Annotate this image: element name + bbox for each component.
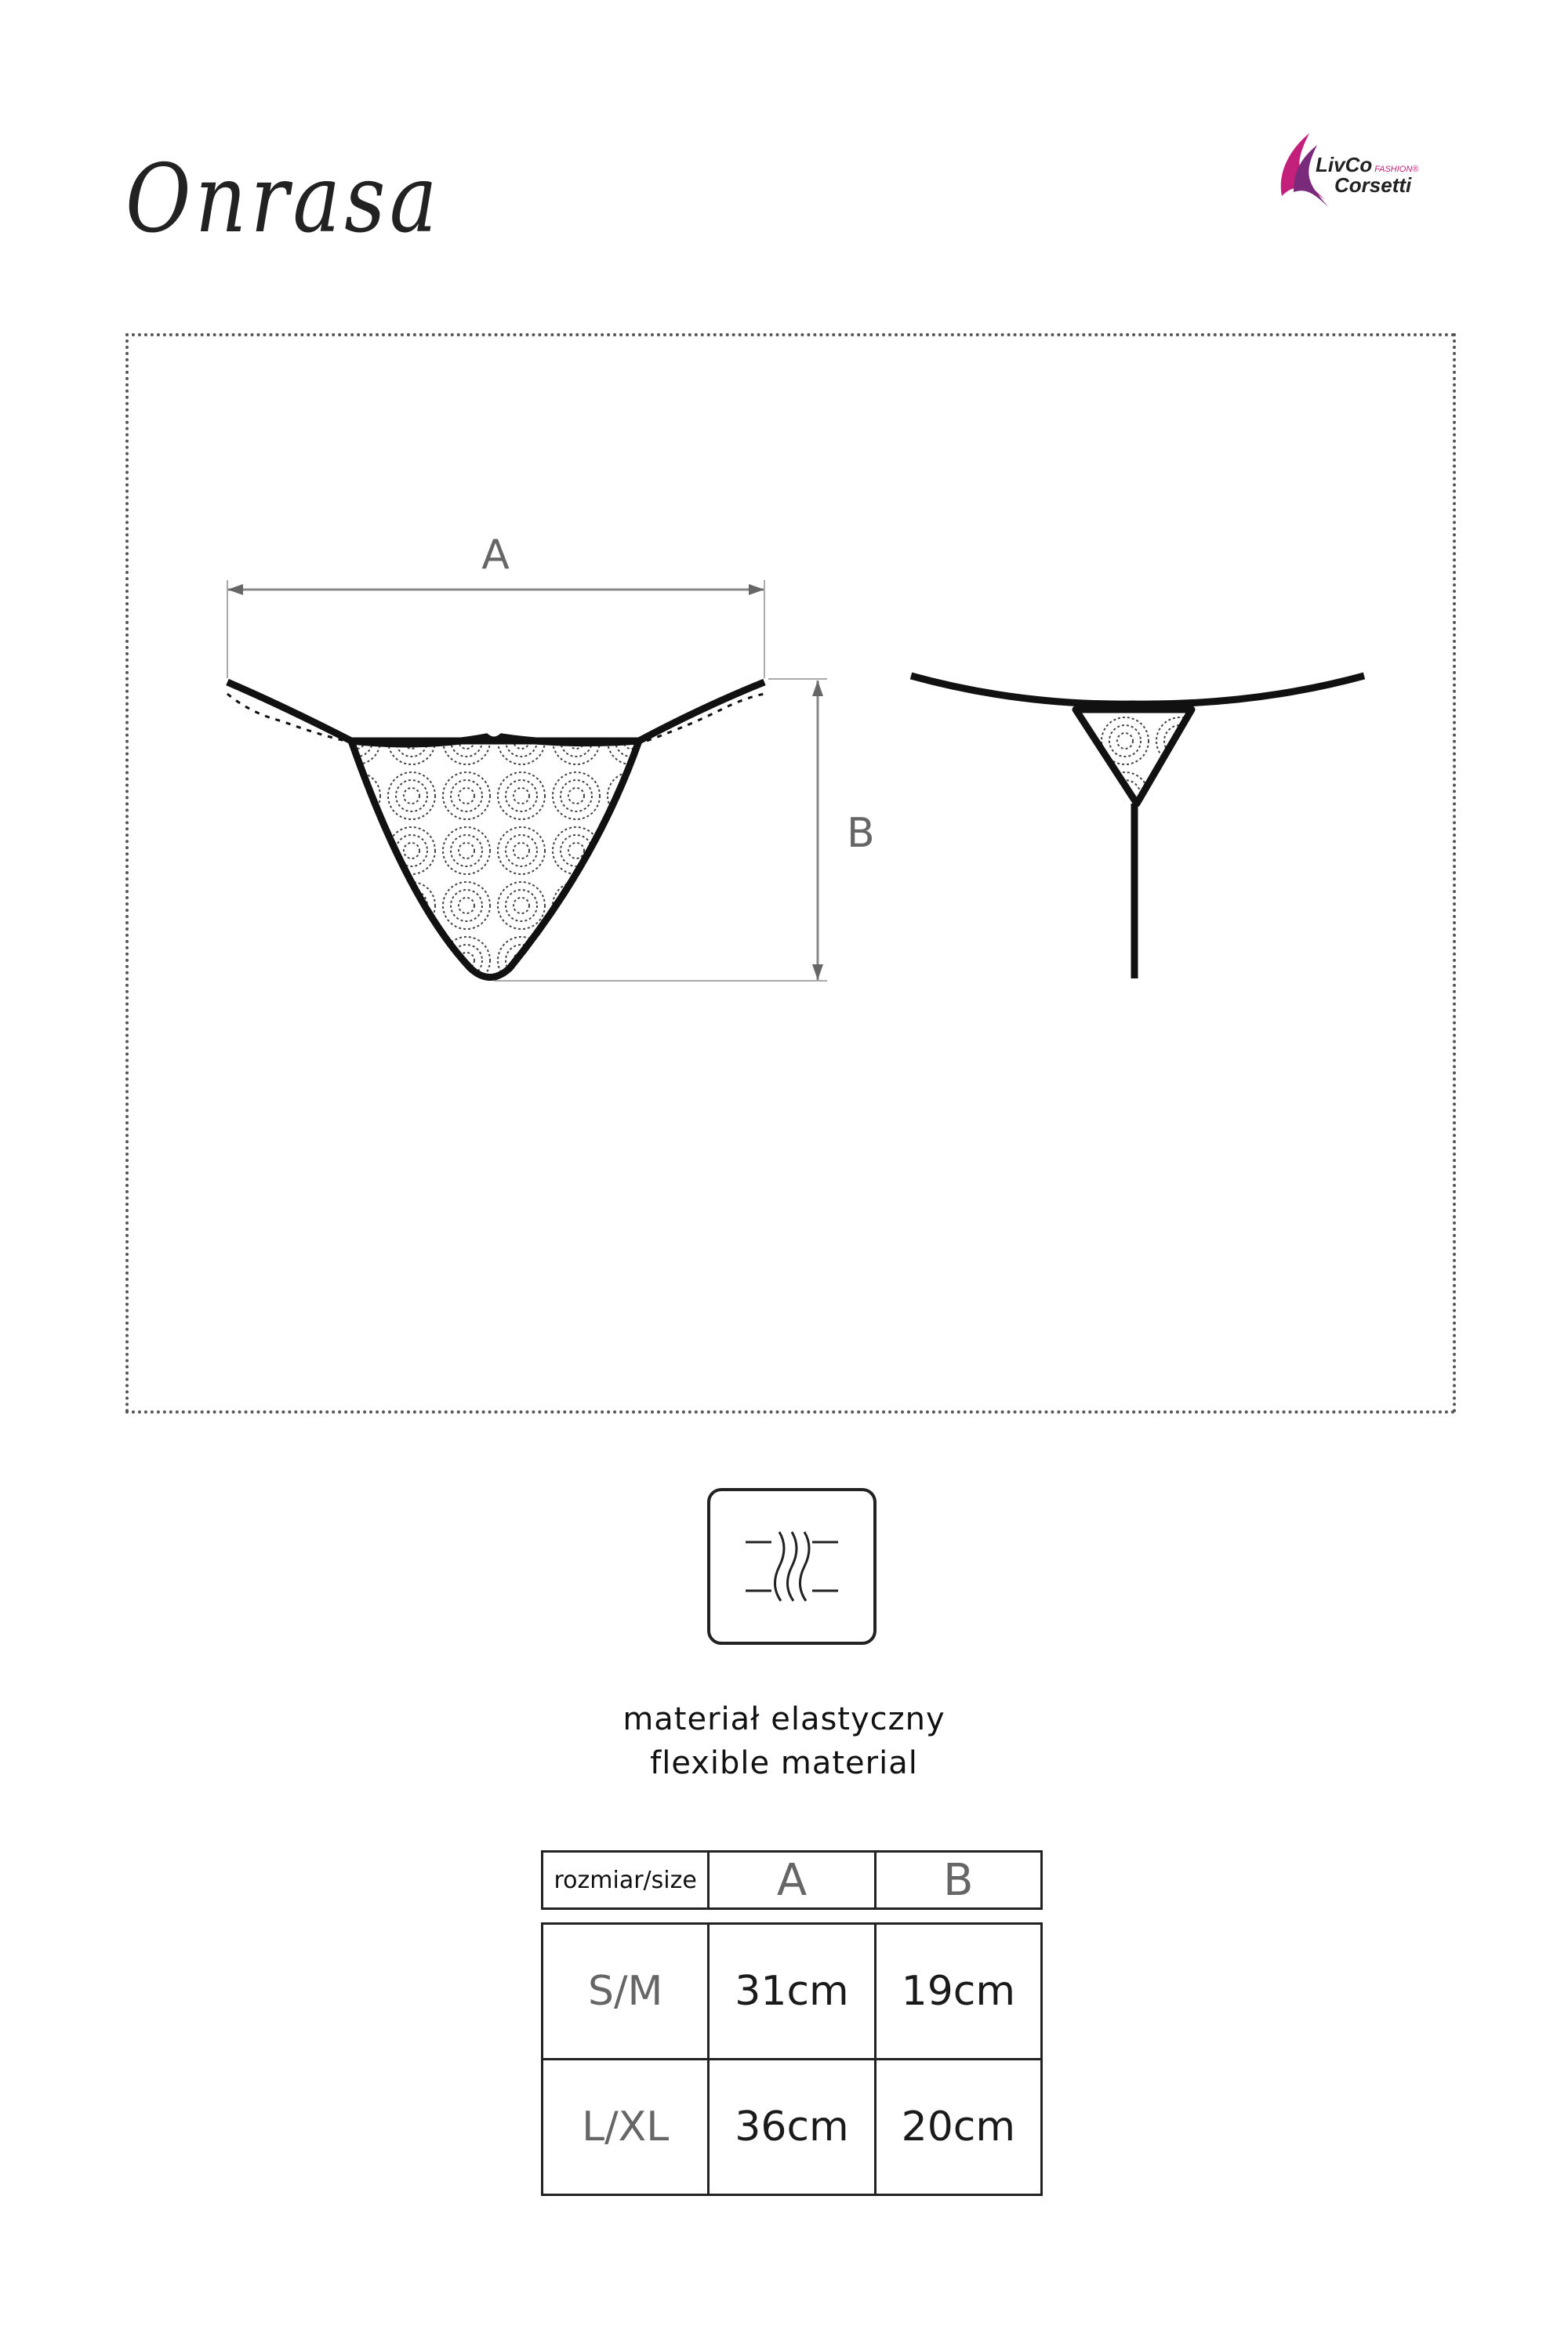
table-row bbox=[543, 1924, 1042, 2060]
logo-text-corsetti: Corsetti bbox=[1334, 173, 1412, 197]
size-cell: S/M bbox=[543, 1924, 709, 2060]
size-cell: L/XL bbox=[543, 2060, 709, 2195]
dimension-a bbox=[227, 532, 764, 678]
stretch-material-icon bbox=[707, 1488, 877, 1645]
value-a-cell: 36cm bbox=[709, 2060, 875, 2195]
header-size: rozmiar/size bbox=[543, 1852, 709, 1909]
dimension-b-label: B bbox=[847, 810, 875, 857]
logo-text-fashion: FASHION® bbox=[1374, 165, 1419, 174]
table-row bbox=[543, 2060, 1042, 2195]
logo-text-livco: LivCo bbox=[1316, 153, 1373, 176]
value-b-cell: 19cm bbox=[875, 1924, 1041, 2060]
front-view bbox=[227, 682, 764, 978]
dimension-a-label: A bbox=[481, 532, 510, 579]
feature-label-pl: materiał elastyczny bbox=[622, 1701, 946, 1737]
header-a: A bbox=[709, 1852, 875, 1909]
size-table bbox=[541, 1922, 1043, 2196]
feature-label-en: flexible material bbox=[650, 1745, 918, 1781]
value-b-cell: 20cm bbox=[875, 2060, 1041, 2195]
value-a-cell: 31cm bbox=[709, 1924, 875, 2060]
back-view bbox=[911, 676, 1364, 978]
header-b: B bbox=[875, 1852, 1041, 1909]
size-table-header bbox=[541, 1850, 1043, 1910]
product-title: Onrasa bbox=[125, 145, 441, 254]
